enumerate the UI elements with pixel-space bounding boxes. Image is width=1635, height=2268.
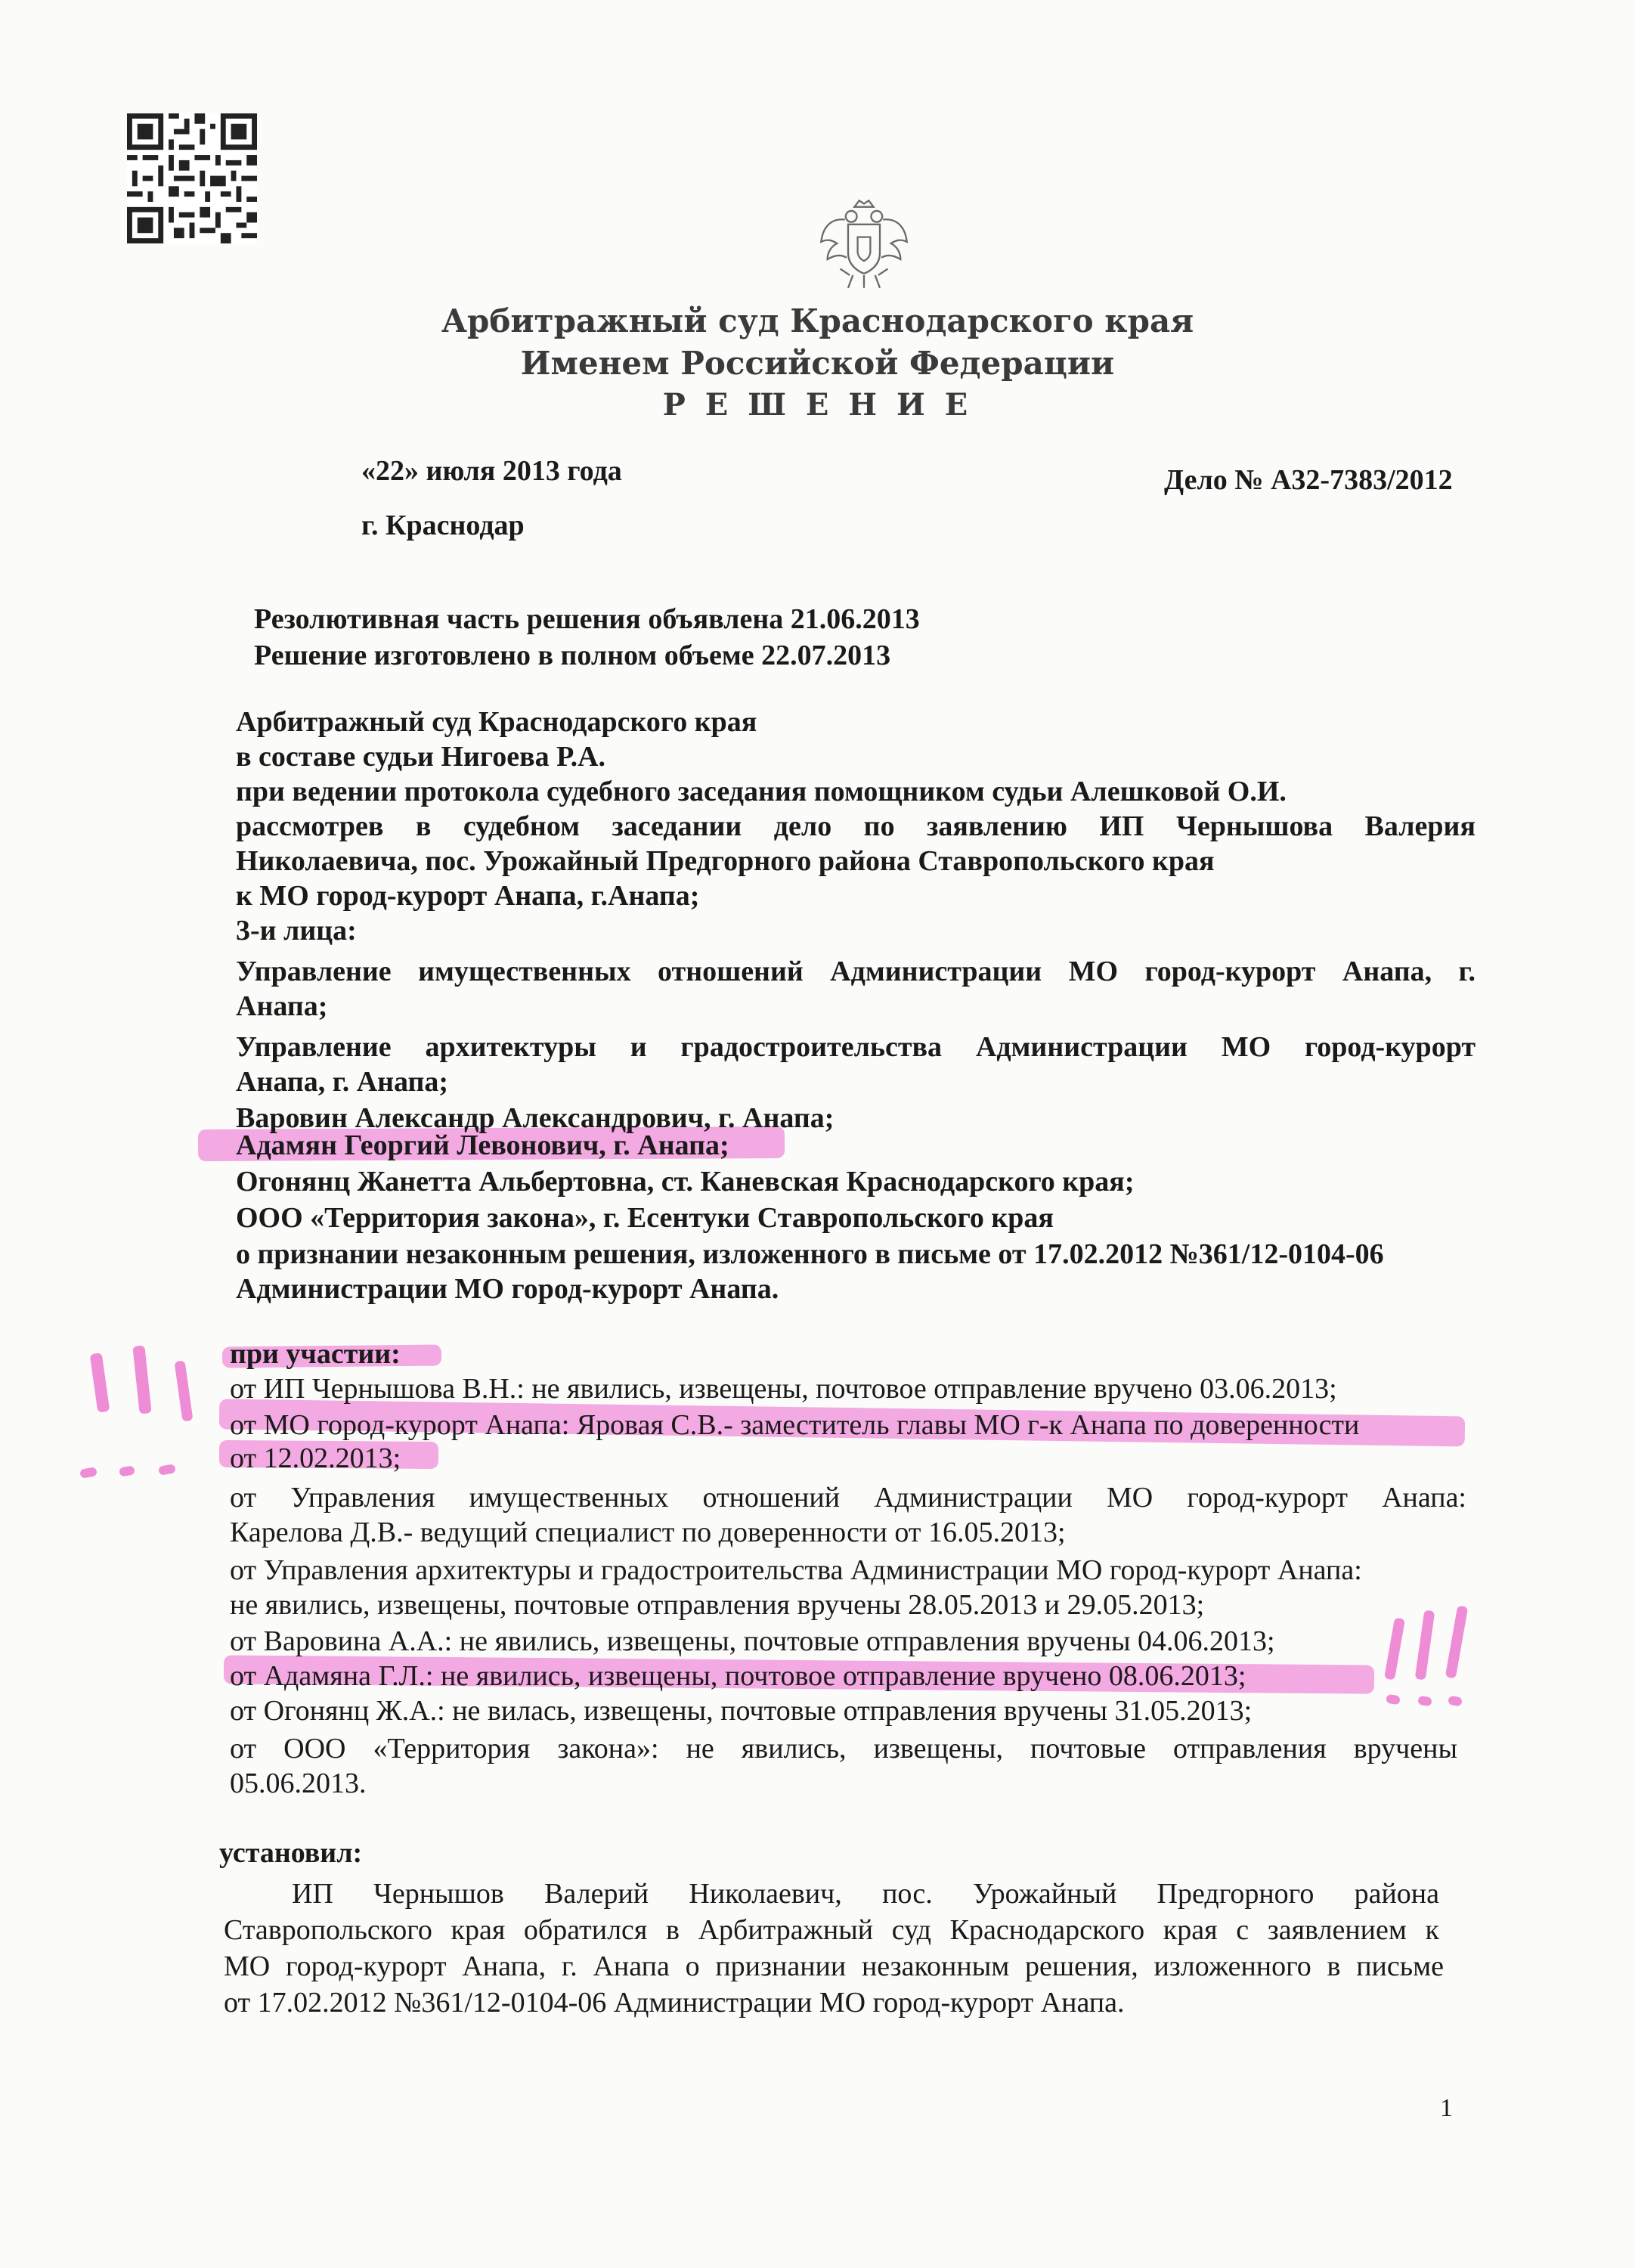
- participation-territoriya-zakona-cont: 05.06.2013.: [230, 1768, 367, 1799]
- participation-property-dept: от Управления имущественных отношений Администрации МО город-курорт Анапа:: [230, 1482, 1466, 1514]
- third-party-adamyan: Адамян Георгий Левонович, г. Анапа;: [236, 1129, 729, 1161]
- city: г. Краснодар: [361, 510, 525, 541]
- operative-part-announced: Резолютивная часть решения объявлена 21.06.2013: [254, 603, 920, 635]
- participation-heading: при участии:: [230, 1338, 401, 1370]
- coat-of-arms-emblem: [816, 195, 912, 292]
- established-heading: установил:: [219, 1837, 363, 1869]
- established-line-4: от 17.02.2012 №361/12-0104-06 Администрации МО город-курорт Анапа.: [224, 1987, 1125, 2019]
- participation-varovin: от Варовина А.А.: не явились, извещены, почтовые отправления вручены 04.06.2013;: [230, 1625, 1275, 1657]
- intro-respondent: к МО город-курорт Анапа, г.Анапа;: [236, 880, 700, 912]
- full-decision-produced: Решение изготовлено в полном объеме 22.07.2013: [254, 640, 891, 671]
- case-number: Дело № А32-7383/2012: [1164, 464, 1453, 496]
- third-party-architecture-dept: Управление архитектуры и градостроительства Администрации МО город-курорт: [236, 1031, 1476, 1063]
- intro-court: Арбитражный суд Краснодарского края: [236, 706, 757, 738]
- established-line-1: ИП Чернышов Валерий Николаевич, пос. Урожайный Предгорного района: [292, 1878, 1439, 1910]
- qr-code-icon: [127, 113, 257, 243]
- decision-date: «22» июля 2013 года: [361, 455, 622, 487]
- third-party-architecture-dept-cont: Анапа, г. Анапа;: [236, 1066, 449, 1098]
- intro-considered: рассмотрев в судебном заседании дело по заявлению ИП Чернышова Валерия: [236, 810, 1476, 842]
- third-party-territoriya-zakona: ООО «Территория закона», г. Есентуки Ставропольского края: [236, 1202, 1054, 1234]
- third-party-varovin: Варовин Александр Александрович, г. Анапа;: [236, 1102, 835, 1134]
- in-the-name-line: Именем Российской Федерации: [520, 345, 1115, 382]
- intro-protocol: при ведении протокола судебного заседания помощником судьи Алешковой О.И.: [236, 776, 1287, 807]
- established-line-3: МО город-курорт Анапа, г. Анапа о признании незаконным решения, изложенного в письме: [224, 1950, 1444, 1982]
- third-parties-label: 3-и лица:: [236, 915, 357, 947]
- participation-property-dept-cont: Карелова Д.В.- ведущий специалист по доверенности от 16.05.2013;: [230, 1517, 1066, 1548]
- page-number: 1: [1440, 2094, 1453, 2122]
- participation-chernyshov: от ИП Чернышова В.Н.: не явились, извещены, почтовое отправление вручено 03.06.2013;: [230, 1373, 1337, 1405]
- court-name: Арбитражный суд Краснодарского края: [441, 302, 1194, 339]
- participation-architecture-dept: от Управления архитектуры и градостроительства Администрации МО город-курорт Анапа:: [230, 1554, 1362, 1586]
- third-party-ogonyants: Огонянц Жанетта Альбертовна, ст. Каневская Краснодарского края;: [236, 1166, 1135, 1198]
- intro-judge: в составе судьи Нигоева Р.А.: [236, 741, 606, 773]
- third-party-property-dept-cont: Анапа;: [236, 990, 328, 1022]
- document-type: Р Е Ш Е Н И Е: [662, 387, 973, 423]
- participation-territoriya-zakona: от ООО «Территория закона»: не явились, извещены, почтовые отправления вручены: [230, 1733, 1457, 1765]
- participation-mo-anapa: от МО город-курорт Анапа: Яровая С.В.- заместитель главы МО г-к Анапа по доверенности: [230, 1409, 1360, 1441]
- participation-mo-anapa-cont: от 12.02.2013;: [230, 1442, 401, 1474]
- claim-subject-cont: Администрации МО город-курорт Анапа.: [236, 1273, 779, 1305]
- claim-subject: о признании незаконным решения, изложенного в письме от 17.02.2012 №361/12-0104-06: [236, 1238, 1384, 1270]
- intro-applicant: Николаевича, пос. Урожайный Предгорного района Ставропольского края: [236, 845, 1215, 877]
- established-line-2: Ставропольского края обратился в Арбитражный суд Краснодарского края с заявлением к: [224, 1914, 1439, 1946]
- participation-adamyan: от Адамяна Г.Л.: не явились, извещены, почтовое отправление вручено 08.06.2013;: [230, 1660, 1246, 1692]
- participation-architecture-dept-cont: не явились, извещены, почтовые отправления вручены 28.05.2013 и 29.05.2013;: [230, 1589, 1205, 1621]
- third-party-property-dept: Управление имущественных отношений Администрации МО город-курорт Анапа, г.: [236, 956, 1476, 987]
- participation-ogonyants: от Огонянц Ж.А.: не вилась, извещены, почтовые отправления вручены 31.05.2013;: [230, 1695, 1253, 1727]
